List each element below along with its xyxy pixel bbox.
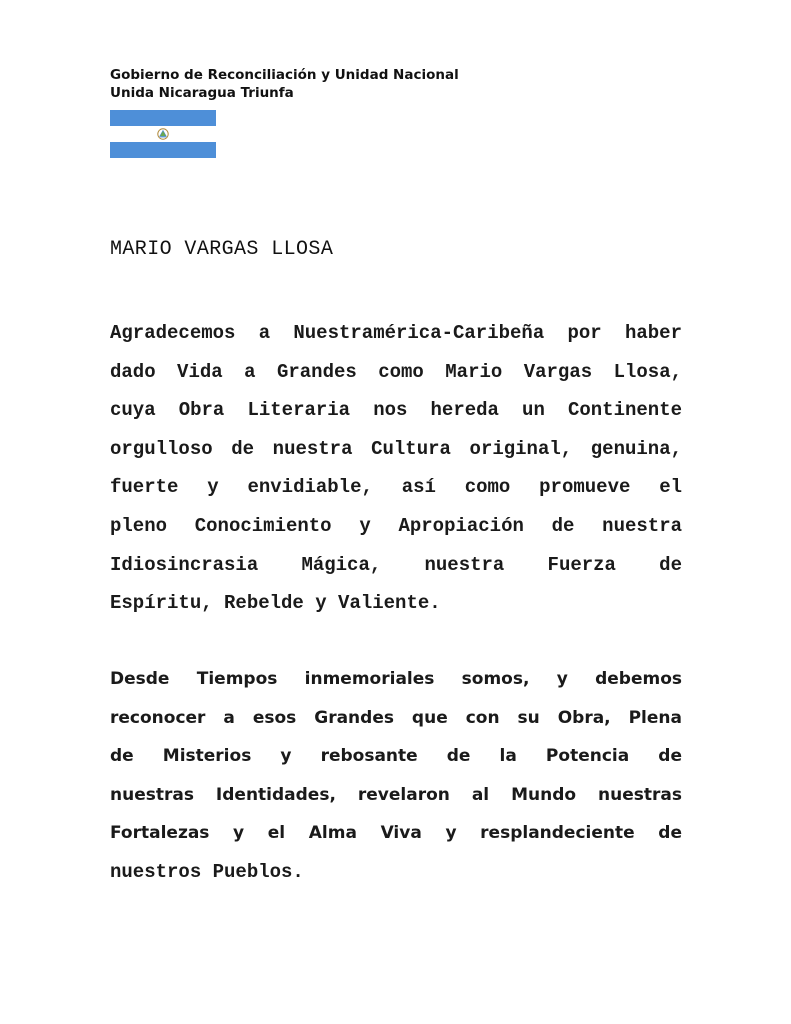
letterhead: [110, 66, 459, 102]
paragraph-line: Espíritu, Rebelde y Valiente.: [110, 592, 441, 615]
paragraph-line: Fortalezas y el Alma Viva y resplandeciente de: [110, 823, 682, 844]
paragraph-line: orgulloso de nuestra Cultura original, genuina,: [110, 437, 682, 460]
flag-middle-stripe: [110, 126, 216, 142]
flag-top-stripe: [110, 110, 216, 126]
paragraph-line: cuya Obra Literaria nos hereda un Continente: [110, 399, 682, 422]
letterhead-slogan: Unida Nicaragua Triunfa: [110, 85, 294, 101]
paragraph-line: nuestros Pueblos.: [110, 860, 304, 883]
paragraph-line: Desde Tiempos inmemoriales somos, y debemos: [110, 669, 682, 689]
paragraph-line: pleno Conocimiento y Apropiación de nuestra: [110, 514, 682, 537]
paragraph-line: nuestras Identidades, revelaron al Mundo nuestras: [110, 784, 682, 805]
paragraph-2: [110, 660, 682, 892]
document-title: MARIO VARGAS LLOSA: [110, 238, 334, 261]
paragraph-line: Agradecemos a Nuestramérica-Caribeña por haber: [110, 322, 682, 344]
paragraph-line: de Misterios y rebosante de la Potencia de: [110, 746, 682, 767]
letterhead-government: Gobierno de Reconciliación y Unidad Nacional: [110, 67, 459, 83]
paragraph-line: reconocer a esos Grandes que con su Obra, Plena: [110, 707, 682, 728]
flag-bottom-stripe: [110, 142, 216, 158]
paragraph-1: [110, 314, 682, 623]
paragraph-line: dado Vida a Grandes como Mario Vargas Llosa,: [110, 360, 682, 383]
paragraph-line: fuerte y envidiable, así como promueve el: [110, 476, 682, 499]
nicaragua-flag-icon: [110, 110, 216, 158]
coat-of-arms-icon: [157, 128, 169, 140]
paragraph-line: Idiosincrasia Mágica, nuestra Fuerza de: [110, 553, 682, 576]
